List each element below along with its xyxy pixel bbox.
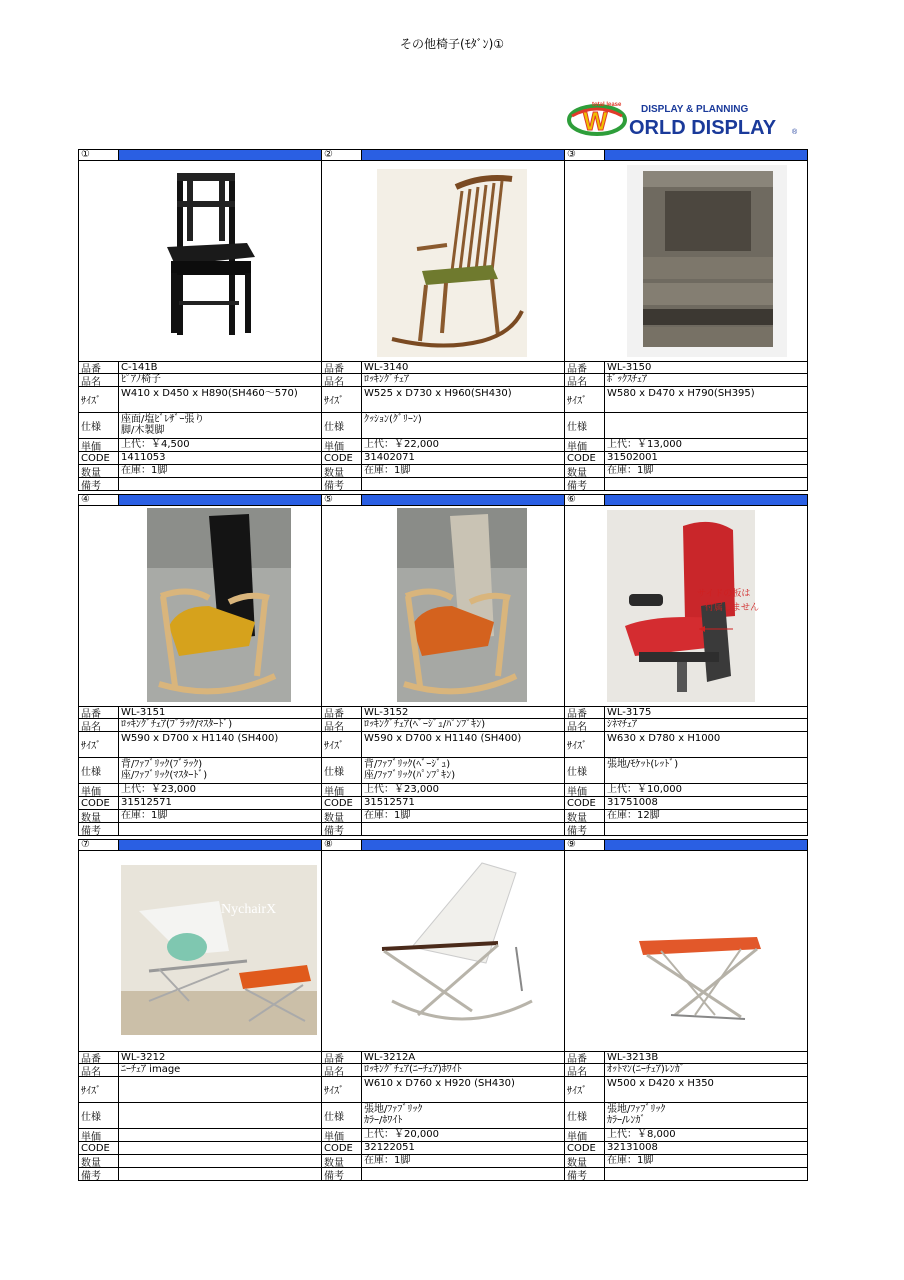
item-spec-1: 張地/ﾓｹｯﾄ(ﾚｯﾄﾞ) xyxy=(607,759,679,770)
item-card-2: ② 品番 WL-3140 品名 ﾛｯｷﾝｸﾞﾁｪｱ ｻｲｽﾞ W525 x D730 x H960(SH430) 仕様 ｸｯｼｮﾝ(ｸﾞﾘｰﾝ) 単価 上代：￥22,000 CODE 31402071 数量 在庫：1脚 備考 xyxy=(321,149,565,494)
item-name: ﾛｯｷﾝｸﾞﾁｪｱ xyxy=(364,374,409,385)
item-number: ③ xyxy=(565,150,605,160)
item-card-8: ⑧ 品番 WL-3212A 品名 ﾛｯｷﾝｸﾞﾁｪｱ(ﾆｰﾁｪｱ)ﾎﾜｲﾄ ｻｲｽﾞ W610 x D760 x H920 (SH430) 仕様 張地/ﾌｧﾌﾞﾘｯｸ ｶﾗｰ/ﾎﾜｲﾄ 単価 上代：￥20,000 CODE 32122051 数量 在庫：1脚 備考 xyxy=(321,839,565,1184)
item-photo-box-chair xyxy=(564,161,808,361)
item-qty: 在庫：1脚 xyxy=(121,810,168,821)
item-card-7: ⑦ NychairX 品番 WL-3212 品名 ﾆｰﾁｪｱ image ｻｲｽﾞ 仕様 単価 CODE 数量 備考 xyxy=(78,839,322,1184)
item-card-3: ③ 品番 WL-3150 品名 ﾎﾞｯｸｽﾁｪｱ ｻｲｽﾞ W580 x D470 x H790(SH395) 仕様 単価 上代：￥13,000 CODE 31502001 数量 在庫：1脚 備考 xyxy=(564,149,808,494)
item-qty: 在庫：1脚 xyxy=(121,465,168,476)
item-qty: 在庫：12脚 xyxy=(607,810,660,821)
item-no: C-141B xyxy=(121,362,158,373)
item-number: ⑥ xyxy=(565,495,605,505)
item-name: ﾛｯｷﾝｸﾞﾁｪｱ(ﾌﾞﾗｯｸ/ﾏｽﾀｰﾄﾞ) xyxy=(121,719,233,730)
catalog-block-3 xyxy=(78,839,808,1184)
item-photo-piano-chair xyxy=(78,161,322,361)
item-number: ② xyxy=(322,150,362,160)
item-number: ① xyxy=(79,150,119,160)
item-name: ﾛｯｷﾝｸﾞﾁｪｱ(ﾆｰﾁｪｱ)ﾎﾜｲﾄ xyxy=(364,1064,462,1075)
item-name: ﾛｯｷﾝｸﾞﾁｪｱ(ﾍﾞｰｼﾞｭ/ﾊﾟﾝﾌﾟｷﾝ) xyxy=(364,719,486,730)
item-no: WL-3152 xyxy=(364,707,409,718)
item-price: 上代：￥23,000 xyxy=(364,784,439,795)
item-qty: 在庫：1脚 xyxy=(364,810,411,821)
item-card-1: ① 品番 C-141B 品名 ﾋﾟｱﾉ椅子 ｻｲｽﾞ W410 x D450 x H890(SH460～570) 仕様 座面/塩ﾋﾞﾚｻﾞｰ張り 脚/木製脚 単価 上代：￥4,500 CODE 1411053 数量 在庫：1脚 備考 xyxy=(78,149,322,494)
item-code: 31512571 xyxy=(364,797,415,808)
item-price: 上代：￥13,000 xyxy=(607,439,682,450)
item-qty: 在庫：1脚 xyxy=(607,465,654,476)
item-name: ﾋﾟｱﾉ椅子 xyxy=(121,374,161,385)
page-title: その他椅子(ﾓﾀﾞﾝ)① xyxy=(399,37,505,51)
logo-registered: ® xyxy=(792,129,798,136)
item-price: 上代：￥20,000 xyxy=(364,1129,439,1140)
item-name: ﾆｰﾁｪｱ image xyxy=(121,1064,181,1075)
item-no: WL-3151 xyxy=(121,707,166,718)
item-spec-1: 背/ﾌｧﾌﾞﾘｯｸ(ﾌﾞﾗｯｸ) xyxy=(121,759,203,770)
item-spec-2: 座/ﾌｧﾌﾞﾘｯｸ(ﾏｽﾀｰﾄﾞ) xyxy=(121,770,208,781)
item-photo-rocking-chair-wood xyxy=(321,161,565,361)
item-code: 32131008 xyxy=(607,1142,658,1153)
item-number: ⑤ xyxy=(322,495,362,505)
item-code: 32122051 xyxy=(364,1142,415,1153)
item-qty: 在庫：1脚 xyxy=(607,1155,654,1166)
item-no: WL-3212 xyxy=(121,1052,166,1063)
item-number: ⑧ xyxy=(322,840,362,850)
item-number: ⑨ xyxy=(565,840,605,850)
item-size: W630 x D780 x H1000 xyxy=(607,733,721,744)
logo-top-text: total lease xyxy=(592,102,622,108)
item-size: W590 x D700 x H1140 (SH400) xyxy=(121,733,279,744)
item-card-4: ④ 品番 WL-3151 品名 ﾛｯｷﾝｸﾞﾁｪｱ(ﾌﾞﾗｯｸ/ﾏｽﾀｰﾄﾞ) ｻｲｽﾞ W590 x D700 x H1140 (SH400) 仕様 背/ﾌｧﾌﾞﾘｯｸ(ﾌﾞﾗｯｸ) 座/ﾌｧﾌﾞﾘｯｸ(ﾏｽﾀｰﾄﾞ) 単価 上代：￥23,000 CODE 31512571 数量 在庫：1脚 備考 xyxy=(78,494,322,839)
item-spec-1: ｸｯｼｮﾝ(ｸﾞﾘｰﾝ) xyxy=(364,414,422,425)
logo-main-text: ORLD DISPLAY xyxy=(629,117,777,139)
item-size: W525 x D730 x H960(SH430) xyxy=(364,388,512,399)
item-price: 上代：￥4,500 xyxy=(121,439,190,450)
item-size: W500 x D420 x H350 xyxy=(607,1078,714,1089)
item-photo-rocking-chair-beige-pumpkin xyxy=(321,506,565,706)
cinema-chair-note-2: 付属しません xyxy=(705,603,760,613)
item-photo-rocking-chair-black-mustard xyxy=(78,506,322,706)
catalog-grid xyxy=(78,149,808,1184)
item-no: WL-3175 xyxy=(607,707,652,718)
item-photo-cinema-chair xyxy=(564,506,808,706)
cinema-chair-note-1: サイドの板は xyxy=(697,589,751,599)
item-card-5: ⑤ 品番 WL-3152 品名 ﾛｯｷﾝｸﾞﾁｪｱ(ﾍﾞｰｼﾞｭ/ﾊﾟﾝﾌﾟｷﾝ) ｻｲｽﾞ W590 x D700 x H1140 (SH400) 仕様 背/ﾌｧﾌﾞﾘｯｸ(ﾍﾞｰｼﾞｭ) 座/ﾌｧﾌﾞﾘｯｸ(ﾊﾟﾝﾌﾟｷﾝ) 単価 上代：￥23,000 CODE 31512571 数量 在庫：1脚 備考 xyxy=(321,494,565,839)
logo-mark: W xyxy=(583,106,608,136)
item-spec-1: 張地/ﾌｧﾌﾞﾘｯｸ xyxy=(607,1104,666,1115)
item-size: W610 x D760 x H920 (SH430) xyxy=(364,1078,515,1089)
item-photo-nychair-ottoman-brick xyxy=(564,851,808,1051)
item-code: 1411053 xyxy=(121,452,166,463)
item-no: WL-3140 xyxy=(364,362,409,373)
catalog-block-1 xyxy=(78,149,808,494)
item-no: WL-3212A xyxy=(364,1052,416,1063)
item-name: ﾎﾞｯｸｽﾁｪｱ xyxy=(607,374,647,385)
item-spec-1: 張地/ﾌｧﾌﾞﾘｯｸ xyxy=(364,1104,423,1115)
item-spec-2: ｶﾗｰ/ﾎﾜｲﾄ xyxy=(364,1115,403,1126)
item-spec-2: 座/ﾌｧﾌﾞﾘｯｸ(ﾊﾟﾝﾌﾟｷﾝ) xyxy=(364,770,456,781)
item-price: 上代：￥8,000 xyxy=(607,1129,676,1140)
item-no: WL-3213B xyxy=(607,1052,659,1063)
item-code: 31751008 xyxy=(607,797,658,808)
item-price: 上代：￥10,000 xyxy=(607,784,682,795)
world-display-logo xyxy=(566,100,806,140)
catalog-block-2 xyxy=(78,494,808,839)
item-price: 上代：￥23,000 xyxy=(121,784,196,795)
item-no: WL-3150 xyxy=(607,362,652,373)
item-spec-2: ｶﾗｰ/ﾚﾝｶﾞ xyxy=(607,1115,646,1126)
item-spec-1: 背/ﾌｧﾌﾞﾘｯｸ(ﾍﾞｰｼﾞｭ) xyxy=(364,759,451,770)
item-size: W580 x D470 x H790(SH395) xyxy=(607,388,755,399)
item-code: 31512571 xyxy=(121,797,172,808)
item-spec-2: 脚/木製脚 xyxy=(121,425,165,436)
nychair-brand-text: NychairX xyxy=(221,902,277,917)
item-size: W410 x D450 x H890(SH460～570) xyxy=(121,388,298,399)
item-number: ④ xyxy=(79,495,119,505)
item-size: W590 x D700 x H1140 (SH400) xyxy=(364,733,522,744)
item-price: 上代：￥22,000 xyxy=(364,439,439,450)
item-photo-nychair-image xyxy=(78,851,322,1051)
item-name: ｵｯﾄﾏﾝ(ﾆｰﾁｪｱ)ﾚﾝｶﾞ xyxy=(607,1064,685,1075)
logo-sub-text: DISPLAY & PLANNING xyxy=(641,104,749,115)
item-card-6: ⑥ サイドの板は 付属しません 品番 WL-3175 品名 ｼﾈﾏﾁｪｱ ｻｲｽﾞ W630 x D780 x H1000 仕様 張地/ﾓｹｯﾄ(ﾚｯﾄﾞ) 単価 上代：￥10,000 CODE 31751008 数量 在庫：12脚 備考 xyxy=(564,494,808,839)
item-qty: 在庫：1脚 xyxy=(364,465,411,476)
item-photo-nychair-rocking-white xyxy=(321,851,565,1051)
item-spec-1: 座面/塩ﾋﾞﾚｻﾞｰ張り xyxy=(121,414,205,425)
item-name: ｼﾈﾏﾁｪｱ xyxy=(607,719,637,730)
item-qty: 在庫：1脚 xyxy=(364,1155,411,1166)
item-card-9: ⑨ 品番 WL-3213B 品名 ｵｯﾄﾏﾝ(ﾆｰﾁｪｱ)ﾚﾝｶﾞ ｻｲｽﾞ W500 x D420 x H350 仕様 張地/ﾌｧﾌﾞﾘｯｸ ｶﾗｰ/ﾚﾝｶﾞ 単価 上代：￥8,000 CODE 32131008 数量 在庫：1脚 備考 xyxy=(564,839,808,1184)
item-number: ⑦ xyxy=(79,840,119,850)
item-code: 31502001 xyxy=(607,452,658,463)
item-code: 31402071 xyxy=(364,452,415,463)
